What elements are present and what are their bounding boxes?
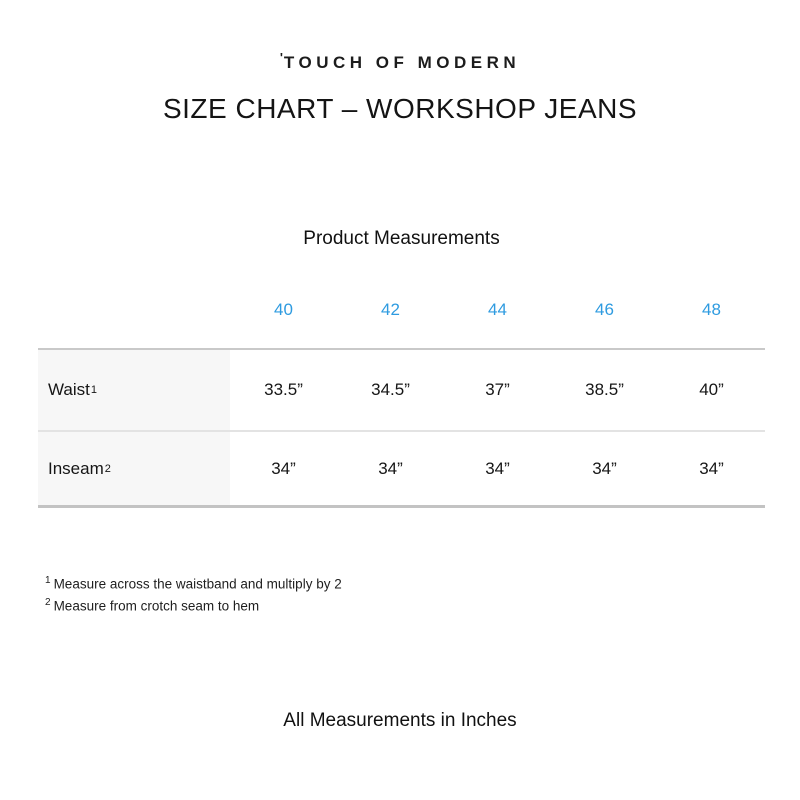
size-header-row — [38, 300, 765, 320]
measurements-table — [38, 348, 765, 508]
footnote-text: Measure from crotch seam to hem — [53, 598, 260, 613]
row-label-inseam: Inseam 2 — [38, 432, 230, 505]
table-cell: 34” — [485, 458, 510, 478]
brand-logo — [0, 50, 800, 73]
table-cell: 33.5” — [264, 380, 303, 399]
row-label-text: Inseam — [48, 458, 104, 478]
table-cell: 37” — [485, 380, 510, 399]
size-column-header: 48 — [702, 300, 721, 319]
footer-note: All Measurements in Inches — [283, 710, 517, 731]
footnote-text: Measure across the waistband and multiply by 2 — [53, 576, 342, 592]
row-label-waist: Waist 1 — [38, 350, 230, 430]
footnote-ref-marker: 2 — [45, 596, 51, 608]
row-label-text: Waist — [48, 380, 90, 399]
table-cell: 40” — [699, 380, 724, 399]
label-column-spacer — [38, 300, 230, 320]
table-cell: 34” — [378, 458, 403, 478]
table-cell: 38.5” — [585, 380, 624, 399]
table-cell: 34” — [271, 458, 296, 478]
table-row-inseam — [38, 432, 765, 505]
table-cell: 34” — [699, 458, 724, 478]
table-title: Product Measurements — [303, 228, 500, 249]
footnote-line — [45, 572, 342, 594]
footnote-ref-marker: 1 — [45, 575, 51, 586]
table-cell: 34” — [592, 458, 617, 478]
size-column-header: 46 — [595, 300, 614, 319]
table-cell: 34.5” — [371, 380, 410, 399]
logo-tick-mark: ' — [279, 50, 283, 65]
size-column-header: 40 — [274, 300, 293, 319]
brand-logo-text: TOUCH OF MODERN — [283, 53, 521, 72]
table-row-waist — [38, 350, 765, 430]
footnote-line — [45, 594, 342, 616]
page-title: SIZE CHART – WORKSHOP JEANS — [162, 93, 638, 124]
footnotes — [45, 572, 342, 615]
size-column-header: 44 — [488, 300, 507, 319]
size-column-header: 42 — [381, 300, 400, 319]
